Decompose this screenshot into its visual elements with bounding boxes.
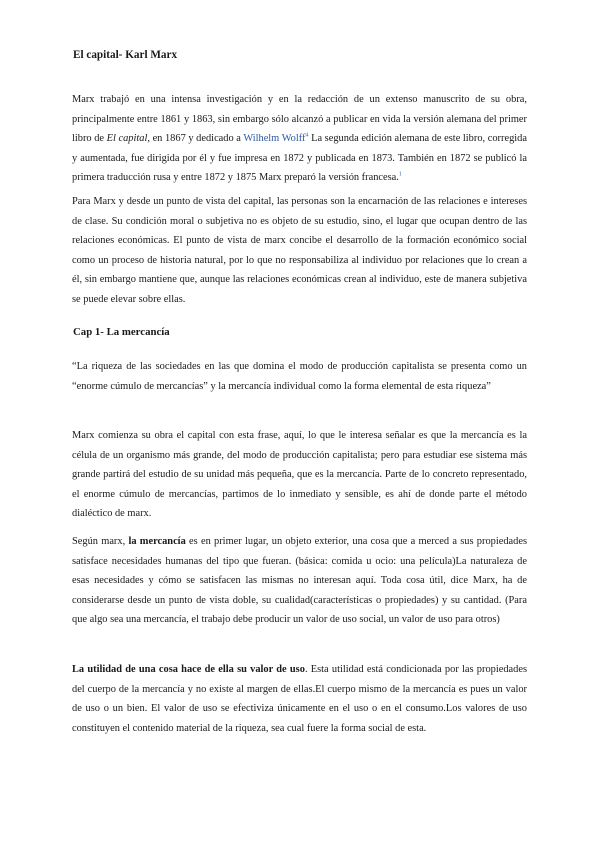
book-title: El capital [106,133,148,145]
wilhelm-wolff-link[interactable]: Wilhelm Wolff [243,133,306,145]
p1-text-3: La segunda edición alemana de este libro, corregida y aumentada, fue dirigida por él y fue impresa en 1872 y publicada en 1873. También en 1872 se publicó la primera traducción rusa y entre 1872 y 1875 Marx preparó la versión francesa. [72,133,527,184]
footnote-ref-1[interactable]: 1 [398,171,402,178]
paragraph-history [72,90,527,188]
chapter-heading: Cap 1- La mercancía [73,326,170,338]
paragraph-viewpoint: Para Marx y desde un punto de vista del capital, las personas son la encarnación de las relaciones e intereses de clase. Su condición moral o subjetiva no es objeto de su estudio, sino, el lugar que ocupan dentro de las relaciones económicas. El punto de vista de marx concibe el desarrollo de la formación económico social como un proceso de historia natural, por lo que no responsabiliza al individuo por relaciones que lo crean a él, sin embargo mantiene que, aunque las relaciones económicas crean al individuo, este de manera subjetiva se puede elevar sobre ellas. [72,196,527,305]
p1-text-2: , en 1867 y dedicado a [147,133,244,145]
paragraph-use-value [72,660,527,738]
p5-text-2: es en primer lugar, un objeto exterior, una cosa que a merced a sus propiedades satisface necesidades humanas del tipo que fueran. (básica: comida u ocio: una película)La naturaleza de esas necesidades y cómo se satisfacen las mismas no interesan aquí. Toda cosa útil, dice Marx, ha de considerarse desde un punto de vista doble, su cualidad(características o propiedades) y su cantidad. (Para que algo sea una mercancía, el trabajo debe producir un valor de uso social, un valor de uso para otros) [72,536,527,626]
paragraph-method: Marx comienza su obra el capital con esta frase, aquí, lo que le interesa señalar es que la mercancía es la célula de un organismo más grande, del modo de producción capitalista; pero para estudiar ese sistema más grande partirá del estudio de su unidad más pequeña, que es la mercancía. Parte de lo concreto representado, el enorme cúmulo de mercancías, partimos de lo inmediato y sensible, es ahí de donde parte el método dialéctico de marx. [72,430,527,520]
p5-bold-term: la mercancía [128,536,186,547]
p6-bold-sentence: La utilidad de una cosa hace de ella su valor de uso [72,664,305,675]
p5-text-1: Según marx, [72,536,129,547]
footnote-ref-4[interactable]: 4 [305,132,309,139]
document-title: El capital- Karl Marx [73,49,178,61]
p6-text-1: . Esta utilidad está condicionada por las propiedades del cuerpo de la mercancía y no existe al margen de ellas.El cuerpo mismo de la mercancía es pues un valor de uso o un bien. El valor de uso se efectiviza únicamente en el uso o en el consumo.Los valores de uso constituyen el contenido material de la riqueza, sea cual fuere la forma social de esta. [72,664,528,734]
paragraph-commodity [72,532,527,630]
p1-text-1: Marx trabajó en una intensa investigación y en la redacción de un extenso manuscrito de su obra, principalmente entre 1861 y 1863, sin embargo sólo alcanzó a publicar en vida la versión alemana del primer libro de [72,94,527,145]
paragraph-quote: “La riqueza de las sociedades en las que domina el modo de producción capitalista se presenta como un “enorme cúmulo de mercancías” y la mercancía individual como la forma elemental de esta riqueza” [72,361,527,392]
